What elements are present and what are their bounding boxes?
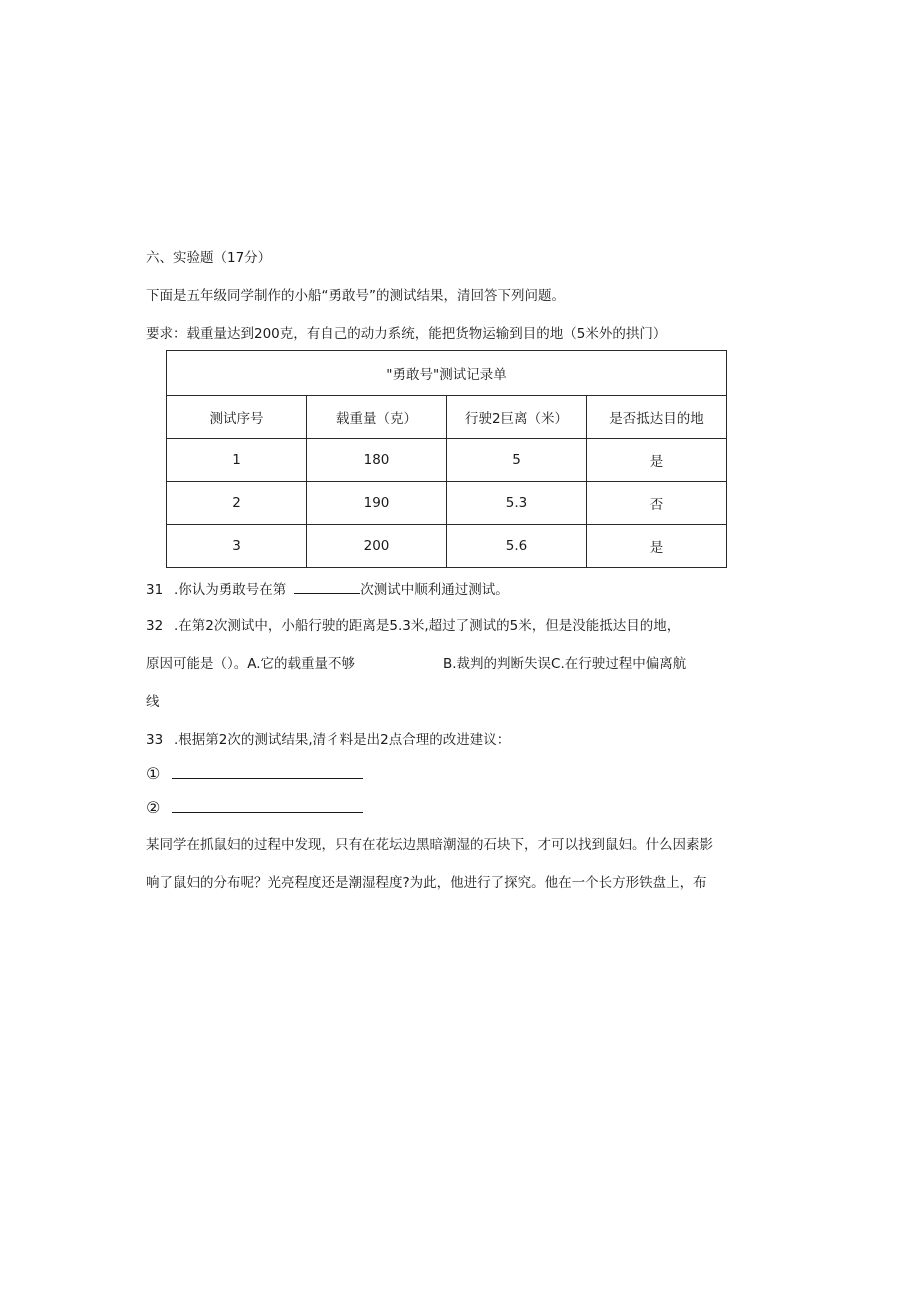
test-record-table [166, 350, 727, 568]
question-31-text-post: 次测试中顺利通过测试。 [360, 582, 509, 598]
table-cell: 5 [447, 439, 587, 482]
question-number: 31 [146, 582, 164, 598]
question-32-line-2a: 原因可能是（）。A.它的载重量不够 [146, 656, 356, 672]
passage-line-1: 某同学在抓鼠妇的过程中发现，只有在花坛边黑暗潮湿的石块下，才可以找到鼠妇。什么因素影 [146, 837, 713, 853]
question-number: 33 [146, 732, 164, 748]
table-cell: 180 [307, 439, 447, 482]
table-row [167, 439, 727, 482]
circled-two-marker: ② [146, 798, 161, 817]
passage-line-2: 响了鼠妇的分布呢？光亮程度还是潮湿程度?为此，他进行了探究。他在一个长方形铁盘上，布 [146, 875, 707, 891]
intro-text: 下面是五年级同学制作的小船“勇敢号”的测试结果，清回答下列问题。 [146, 288, 565, 304]
circled-one-marker: ① [146, 764, 161, 783]
section-heading: 六、实验题（17分） [146, 250, 272, 266]
question-32-text: .在第2次测试中，小船行驶的距离是5.3米,超过了测试的5米，但是没能抵达目的地， [174, 618, 681, 634]
table-header-row [167, 396, 727, 439]
table-cell: 是 [587, 439, 727, 482]
table-cell: 否 [587, 482, 727, 525]
table-cell: 2 [167, 482, 307, 525]
answer-blank[interactable] [172, 764, 363, 779]
question-33-text: .根据第2次的测试结果,清彳料是出2点合理的改进建议： [174, 732, 511, 748]
header-cell: 行驶2巨离（米） [447, 396, 587, 439]
table-cell: 1 [167, 439, 307, 482]
header-cell: 测试序号 [167, 396, 307, 439]
table-title: "勇敢号"测试记录单 [167, 351, 727, 396]
header-cell: 载重量（克） [307, 396, 447, 439]
question-number: 32 [146, 618, 164, 634]
question-32-line-3: 线 [146, 694, 160, 710]
requirement-text: 要求：载重量达到200克，有自己的动力系统，能把货物运输到目的地（5米外的拱门） [146, 326, 667, 342]
answer-blank[interactable] [294, 579, 360, 594]
table-cell: 200 [307, 525, 447, 568]
table-row [167, 482, 727, 525]
question-31 [146, 579, 509, 599]
answer-blank[interactable] [172, 798, 363, 813]
table-title-row [167, 351, 727, 396]
question-31-text-pre: .你认为勇敢号在第 [174, 582, 287, 598]
table-cell: 5.3 [447, 482, 587, 525]
suggestion-1 [146, 764, 363, 784]
question-32-line-1 [146, 617, 680, 635]
question-33 [146, 731, 510, 749]
table-cell: 5.6 [447, 525, 587, 568]
suggestion-2 [146, 798, 363, 818]
table-cell: 190 [307, 482, 447, 525]
question-32-line-2b: B.裁判的判断失误C.在行驶过程中偏离航 [443, 656, 687, 672]
header-cell: 是否抵达目的地 [587, 396, 727, 439]
table-cell: 是 [587, 525, 727, 568]
table-cell: 3 [167, 525, 307, 568]
table-row [167, 525, 727, 568]
